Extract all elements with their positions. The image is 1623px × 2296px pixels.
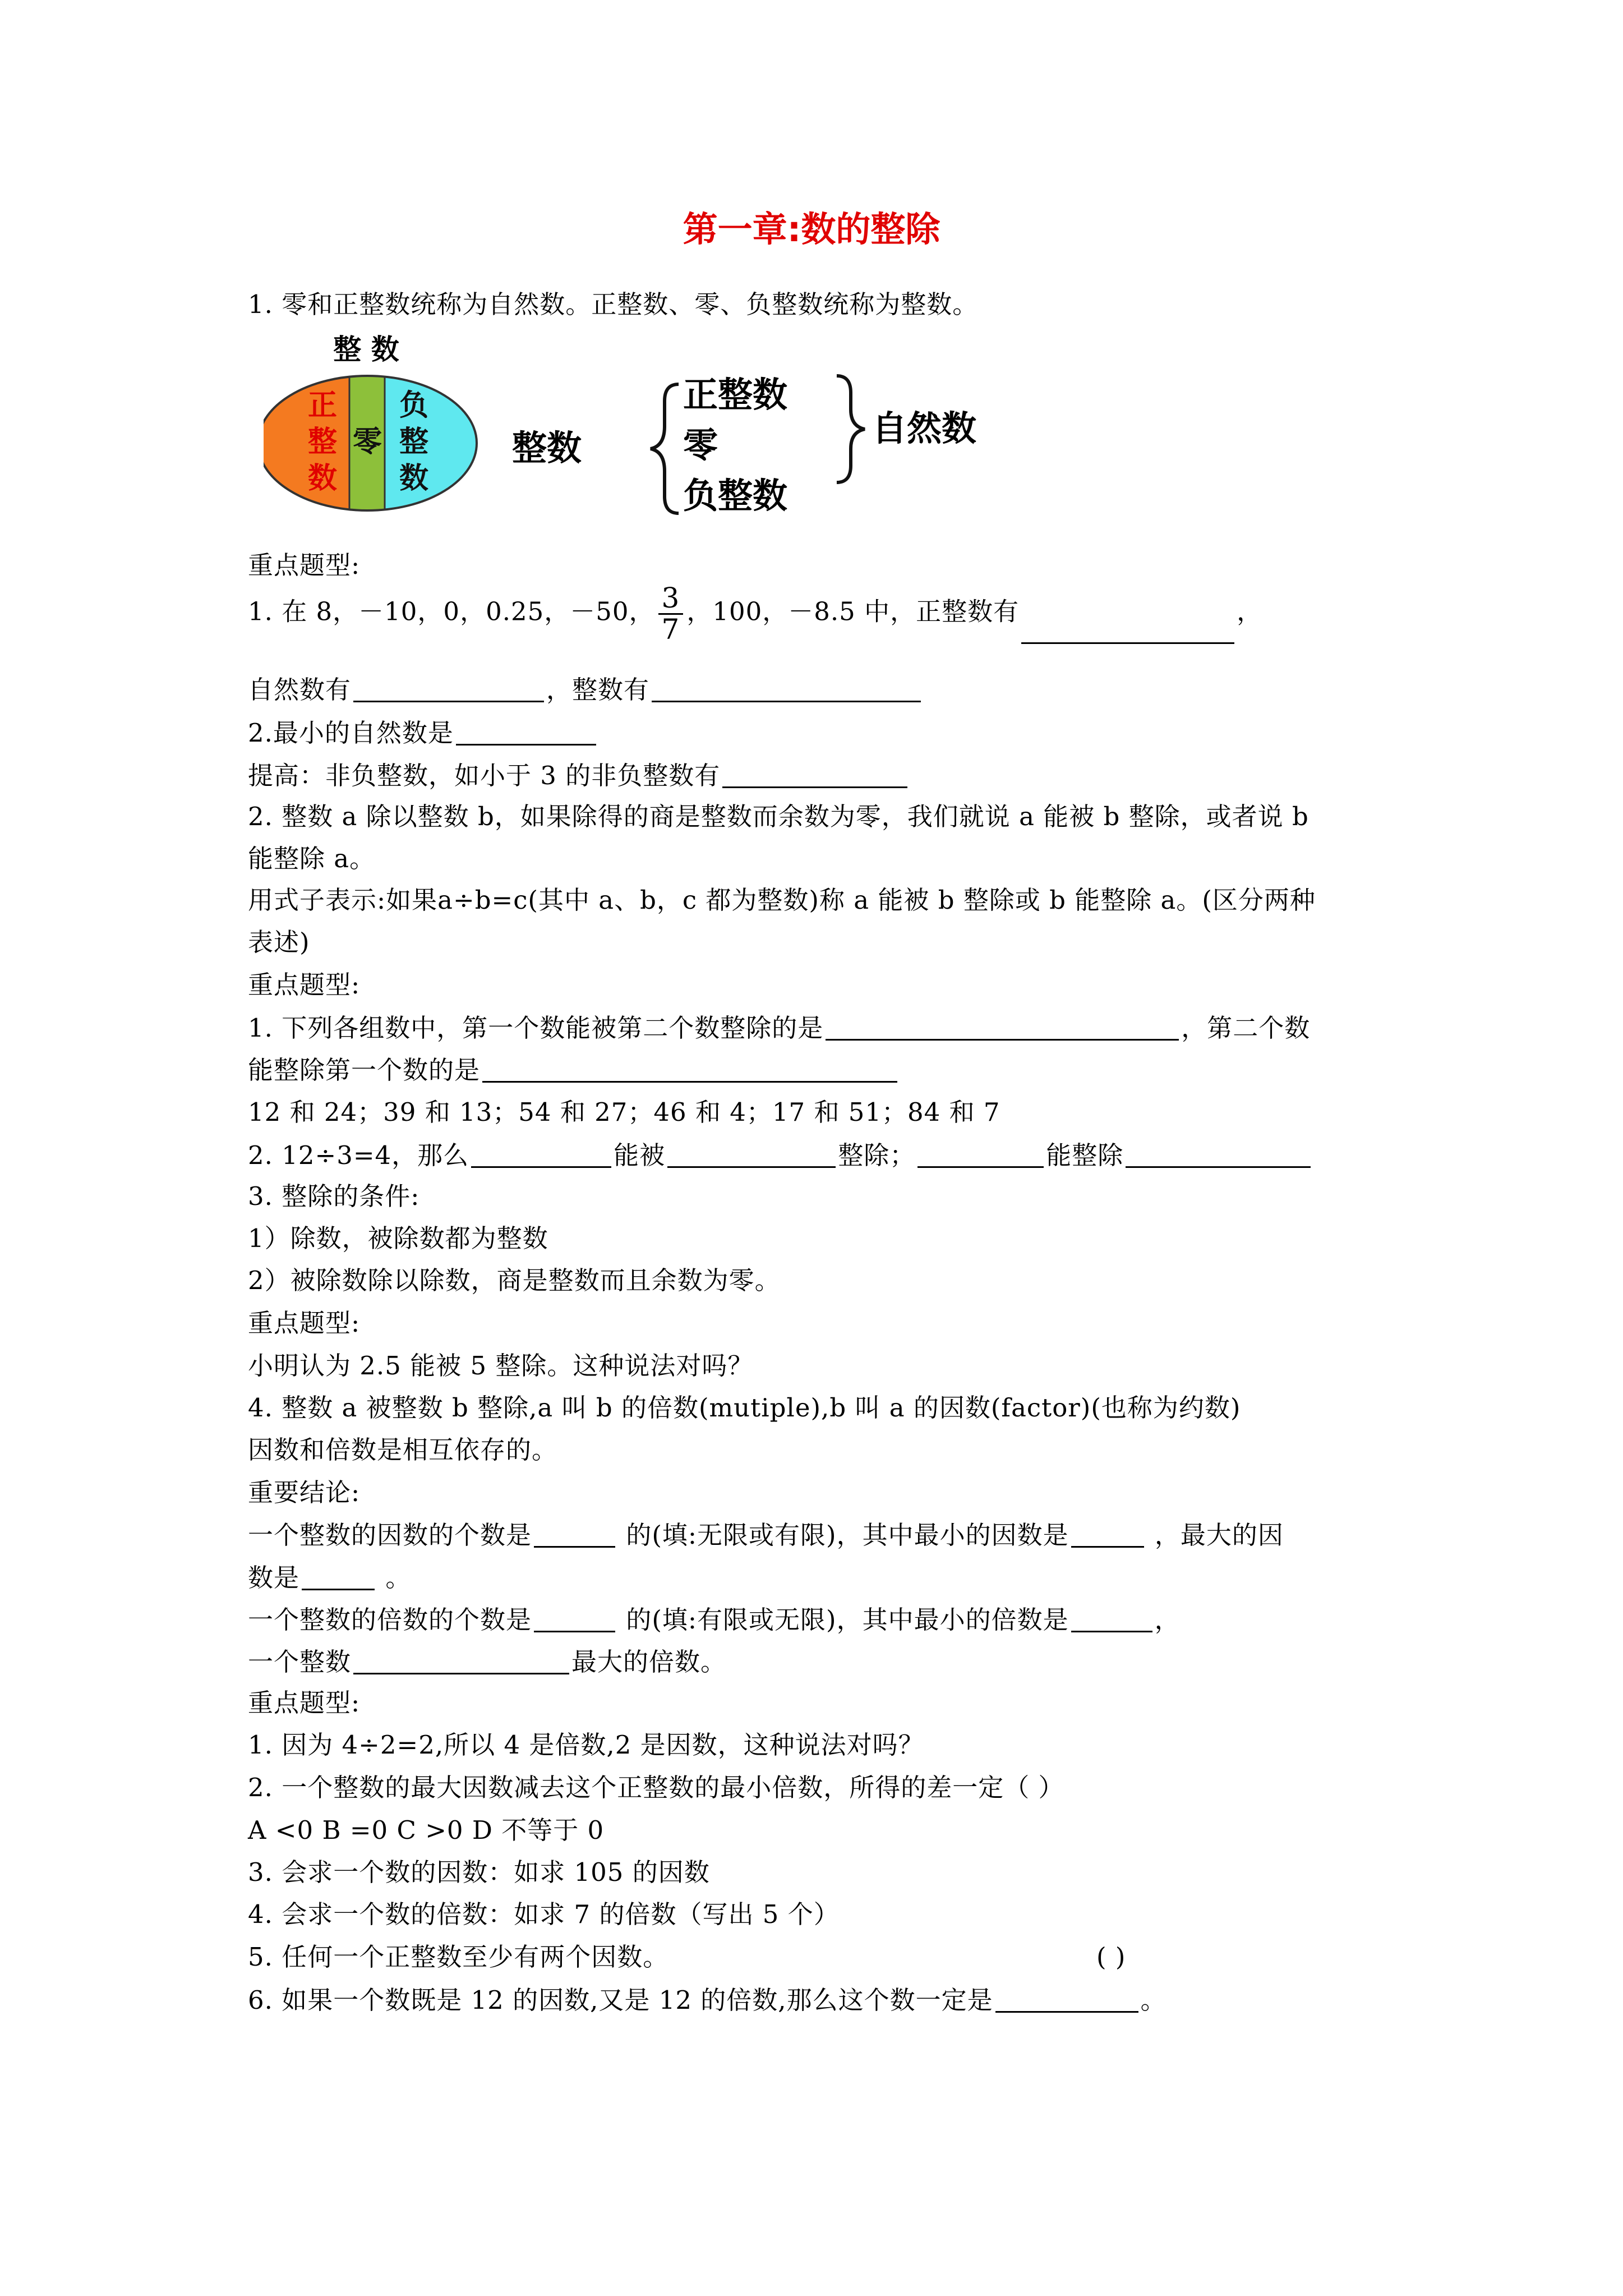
- section-1-text: 1. 零和正整数统称为自然数。正整数、零、负整数统称为整数。: [248, 289, 979, 319]
- brace-item: 负整数: [683, 475, 788, 516]
- ellipse-right-char: 负: [399, 389, 429, 422]
- conclusion-factors-cont: 数是 。: [248, 1563, 412, 1593]
- question-6: 小明认为 2.5 能被 5 整除。这种说法对吗？: [248, 1351, 754, 1381]
- ellipse-right-char: 整: [399, 425, 429, 459]
- question-10: 4. 会求一个数的倍数：如求 7 的倍数（写出 5 个）: [248, 1899, 840, 1929]
- answer-blank[interactable]: [1126, 1142, 1311, 1168]
- section-3-item: 2）被除数除以除数，商是整数而且余数为零。: [248, 1266, 781, 1295]
- question-2: 2.最小的自然数是: [248, 719, 598, 746]
- question-11-answer-paren[interactable]: ( ): [1096, 1942, 1126, 1972]
- question-9: 3. 会求一个数的因数：如求 105 的因数: [248, 1857, 710, 1887]
- ellipse-right-char: 数: [399, 462, 429, 495]
- answer-blank[interactable]: [456, 719, 596, 746]
- answer-blank[interactable]: [482, 1056, 897, 1083]
- right-brace: [837, 376, 865, 482]
- answer-blank[interactable]: [471, 1142, 611, 1168]
- conclusion-multiples-cont: 一个整数 最大的倍数。: [248, 1647, 727, 1677]
- question-4-cont: 能整除第一个数的是: [248, 1056, 900, 1083]
- question-4-numbers: 12 和 24；39 和 13；54 和 27；46 和 4；17 和 51；84 和 7: [248, 1097, 1000, 1127]
- conclusion-factors: 一个整数的因数的个数是 的(填:无限或有限)，其中最小的因数是 ，最大的因: [248, 1520, 1284, 1550]
- answer-blank[interactable]: [302, 1564, 375, 1590]
- brace-left-label: 整数: [511, 427, 582, 468]
- key-question-label: 重点题型:: [248, 1308, 361, 1338]
- question-11: 5. 任何一个正整数至少有两个因数。: [248, 1942, 669, 1972]
- answer-blank[interactable]: [353, 1648, 569, 1674]
- ellipse-middle-char: 零: [352, 425, 382, 459]
- key-question-label: 重点题型:: [248, 1688, 361, 1718]
- brace-item: 零: [683, 425, 718, 466]
- section-3-heading: 3. 整除的条件:: [248, 1181, 420, 1211]
- integer-classification-diagram: [264, 331, 1049, 539]
- important-conclusion-label: 重要结论:: [248, 1478, 361, 1507]
- section-2-text: 能整除 a。: [248, 844, 376, 873]
- answer-blank[interactable]: [995, 1986, 1138, 2013]
- answer-blank[interactable]: [652, 676, 921, 702]
- question-8: 2. 一个整数的最大因数减去这个正整数的最小倍数，所得的差一定（ ）: [248, 1773, 1064, 1802]
- ellipse-left-char: 正: [307, 389, 338, 422]
- answer-blank[interactable]: [917, 1142, 1044, 1168]
- answer-blank[interactable]: [667, 1142, 836, 1168]
- section-3-item: 1）除数，被除数都为整数: [248, 1223, 548, 1253]
- answer-blank[interactable]: [1071, 1606, 1152, 1632]
- conclusion-multiples: 一个整数的倍数的个数是 的(填:有限或无限)，其中最小的倍数是 ，: [248, 1605, 1181, 1635]
- question-12: 6. 如果一个数既是 12 的因数,又是 12 的倍数,那么这个数一定是 。: [248, 1985, 1166, 2015]
- question-1: 1. 在 8，－10，0，0.25，－50， $\frac{3}{7}$ ，100，－8.5 中，正整数有 ，: [248, 582, 1263, 646]
- answer-blank[interactable]: [722, 762, 907, 788]
- question-7: 1. 因为 4÷2=2,所以 4 是倍数,2 是因数，这种说法对吗？: [248, 1730, 924, 1760]
- answer-blank[interactable]: [534, 1606, 615, 1632]
- page-title: 第一章:数的整除: [683, 209, 940, 250]
- section-2-text: 2. 整数 a 除以整数 b，如果除得的商是整数而余数为零，我们就说 a 能被 b 整除，或者说 b: [248, 802, 1309, 831]
- answer-blank[interactable]: [826, 1014, 1179, 1041]
- answer-blank[interactable]: [1071, 1521, 1144, 1548]
- answer-blank[interactable]: [1021, 618, 1234, 644]
- question-1-cont: 自然数有 ，整数有: [248, 676, 923, 702]
- section-4-text: 4. 整数 a 被整数 b 整除,a 叫 b 的倍数(mutiple),b 叫 a 的因数(factor)(也称为约数): [248, 1393, 1241, 1423]
- section-2-formula: 用式子表示:如果a÷b=c(其中 a、b，c 都为整数)称 a 能被 b 整除或 b 能整除 a。(区分两种: [248, 885, 1316, 915]
- answer-blank[interactable]: [353, 676, 544, 702]
- ellipse-title: 整 数: [333, 333, 399, 366]
- brace-right-label: 自然数: [872, 408, 977, 449]
- fraction: $\frac{3}{7}$: [658, 583, 684, 644]
- question-5: 2. 12÷3=4，那么 能被 整除； 能整除: [248, 1142, 1313, 1168]
- section-4-text: 因数和倍数是相互依存的。: [248, 1435, 558, 1465]
- answer-blank[interactable]: [534, 1521, 615, 1548]
- left-brace: [651, 384, 679, 513]
- section-2-text: 表述): [248, 927, 310, 957]
- key-question-label: 重点题型:: [248, 550, 361, 580]
- ellipse-left-char: 整: [307, 425, 338, 459]
- ellipse-left-char: 数: [307, 462, 338, 495]
- question-3: 提高：非负整数，如小于 3 的非负整数有: [248, 762, 910, 788]
- question-4: 1. 下列各组数中，第一个数能被第二个数整除的是 ，第二个数: [248, 1013, 1311, 1043]
- question-8-options: A <0 B =0 C >0 D 不等于 0: [248, 1815, 605, 1845]
- brace-item: 正整数: [683, 374, 788, 415]
- key-question-label: 重点题型:: [248, 970, 361, 1000]
